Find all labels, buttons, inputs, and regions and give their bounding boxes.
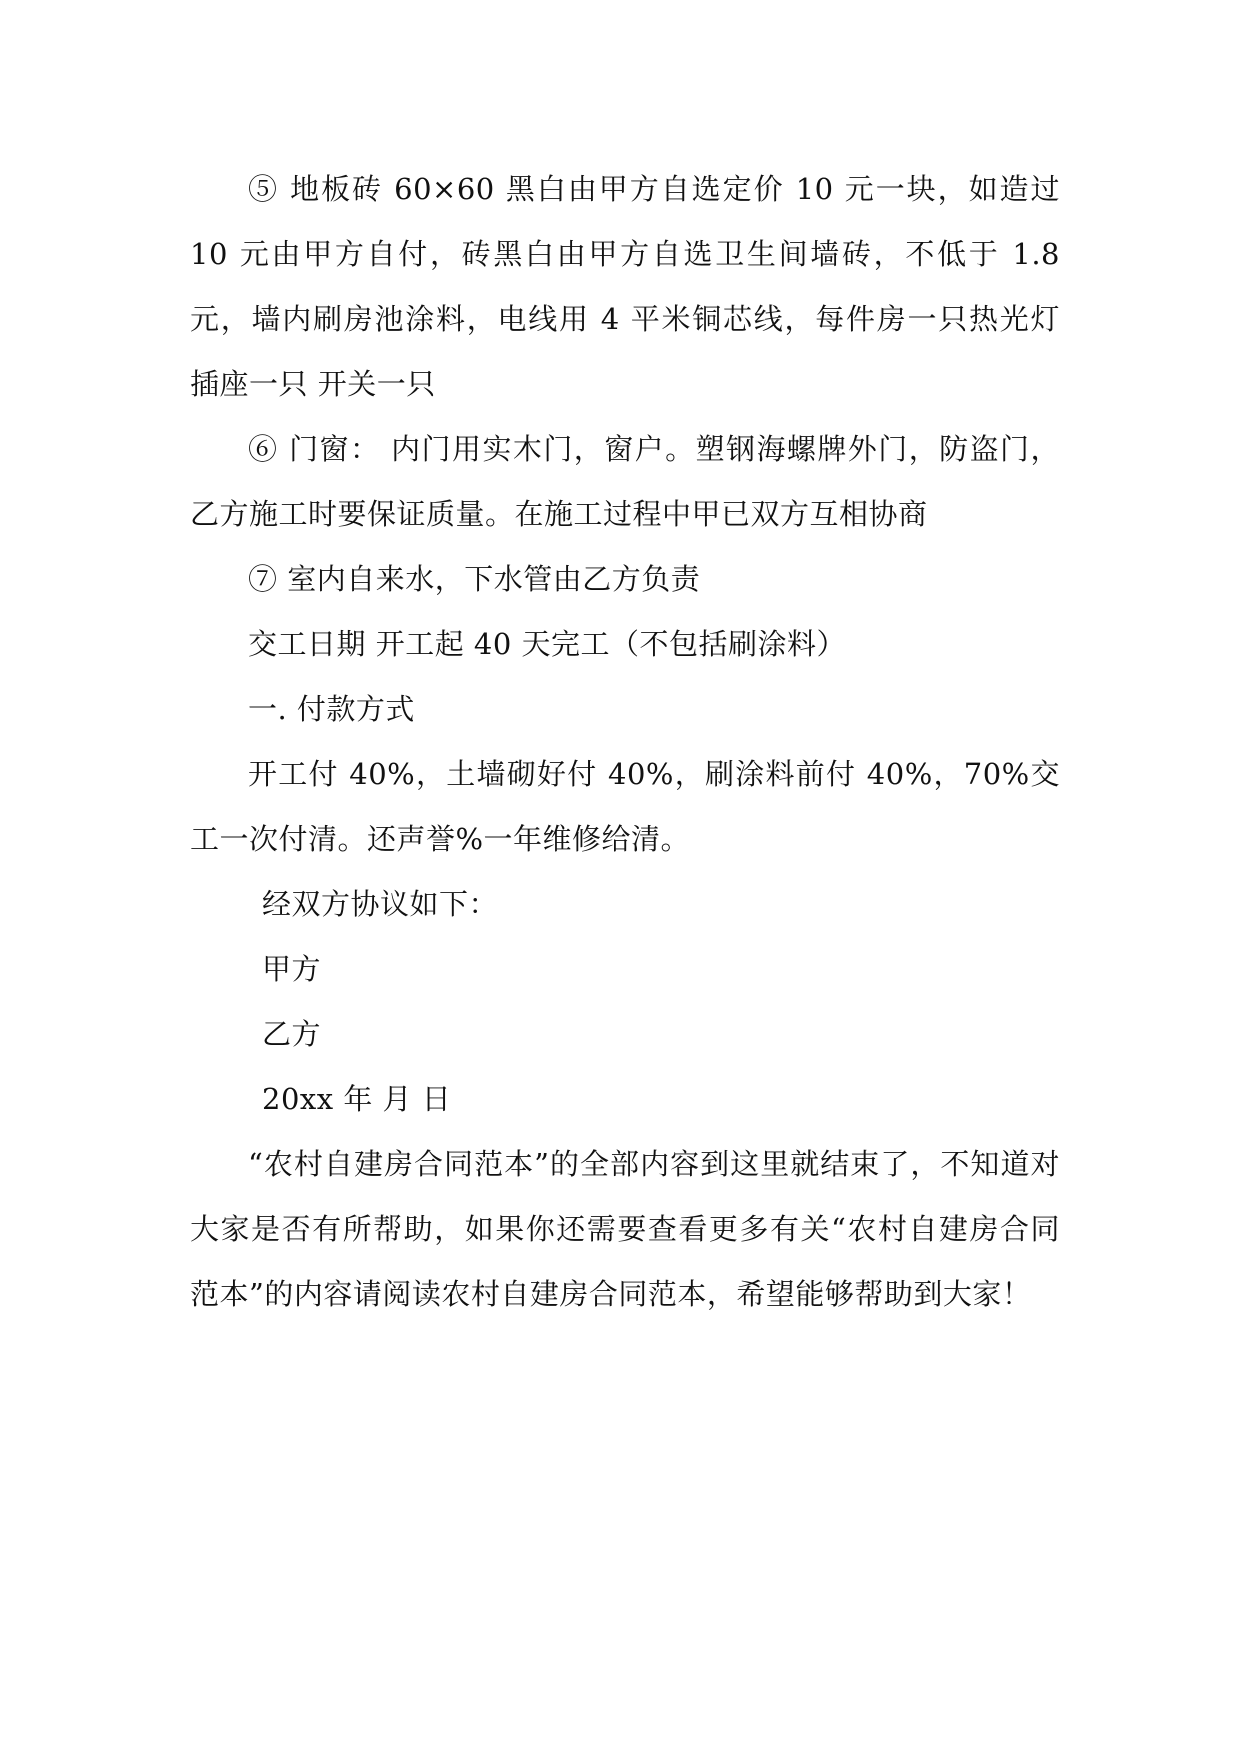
paragraph-payment-heading: 一. 付款方式 [248,692,415,726]
paragraph-delivery-date: 交工日期 开工起 40 天完工（不包括刷涂料） [248,627,847,661]
paragraph-doors-windows: ⑥ 门窗： 内门用实木门，窗户。塑钢海螺牌外门，防盗门，乙方施工时要保证质量。在施工过程中甲已双方互相协商 [190,432,1060,531]
document-body [190,157,1060,1327]
paragraph-floor-tiles: ⑤ 地板砖 60×60 黑白由甲方自选定价 10 元一块，如造过 10 元由甲方自付，砖黑白由甲方自选卫生间墙砖，不低于 1.8 元，墙内刷房池涂料，电线用 4 平米铜芯线，每件房一只热光灯 插座一只 开关一只 [190,172,1060,401]
paragraph-closing: “农村自建房合同范本”的全部内容到这里就结束了，不知道对大家是否有所帮助，如果你还需要查看更多有关“农村自建房合同范本”的内容请阅读农村自建房合同范本，希望能够帮助到大家！ [190,1147,1060,1311]
paragraph-payment-terms: 开工付 40%，土墙砌好付 40%，刷涂料前付 40%，70%交工一次付清。还声誉%一年维修给清。 [190,757,1060,856]
signature-party-a: 甲方 [262,952,322,986]
signature-date: 20xx 年 月 日 [262,1082,452,1116]
paragraph-water: ⑦ 室内自来水，下水管由乙方负责 [248,562,701,596]
paragraph-agreement: 经双方协议如下： [262,887,499,921]
signature-party-b: 乙方 [262,1017,322,1051]
